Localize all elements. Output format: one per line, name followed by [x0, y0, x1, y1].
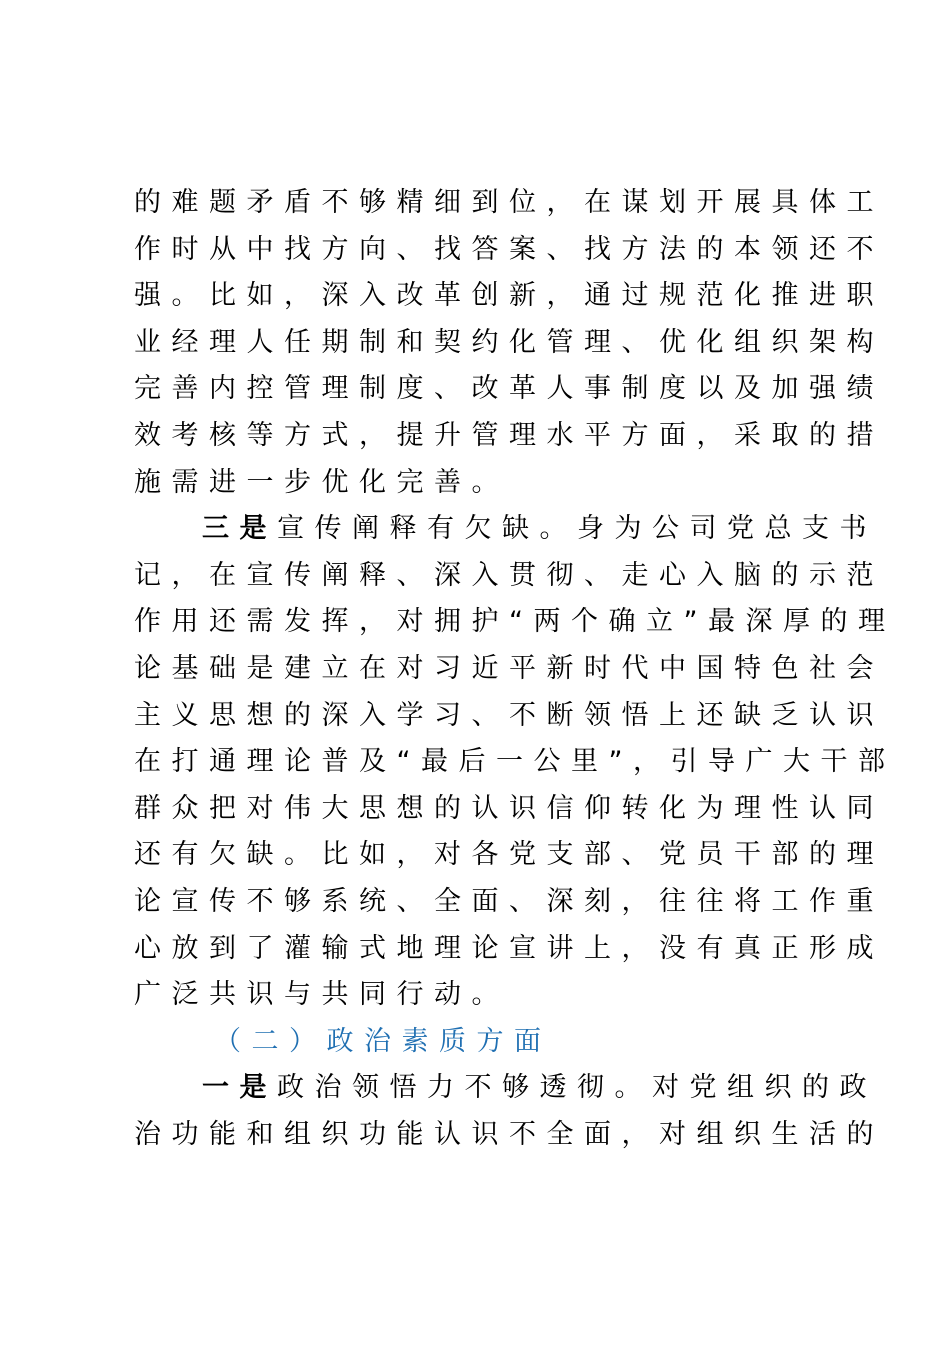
paragraph-line: 心放到了灌输式地理论宣讲上，没有真正形成: [134, 932, 884, 964]
paragraph-line: 在打通理论普及“最后一公里”，引导广大干部: [134, 746, 896, 778]
paragraph-first-line: [134, 506, 877, 553]
paragraph-line: 广泛共识与共同行动。: [134, 979, 509, 1011]
paragraph-lead: 三是: [202, 513, 277, 545]
paragraph-lead: 一是: [202, 1072, 277, 1104]
paragraph-line: 的难题矛盾不够精细到位，在谋划开展具体工: [134, 187, 884, 218]
paragraph-line-rest: 宣传阐释有欠缺。身为公司党总支书: [277, 513, 877, 545]
paragraph-line: 强。比如，深入改革创新，通过规范化推进职: [134, 280, 884, 312]
paragraph-line-rest: 政治领悟力不够透彻。对党组织的政: [277, 1072, 877, 1104]
paragraph-line: 还有欠缺。比如，对各党支部、党员干部的理: [134, 839, 884, 871]
paragraph-line: 业经理人任期制和契约化管理、优化组织架构: [134, 326, 884, 358]
paragraph-line: 群众把对伟大思想的认识信仰转化为理性认同: [134, 792, 884, 824]
paragraph-first-line: [134, 1065, 877, 1112]
paragraph-line: 主义思想的深入学习、不断领悟上还缺乏认识: [134, 699, 884, 731]
paragraph-line: 论宣传不够系统、全面、深刻，往往将工作重: [134, 885, 884, 917]
paragraph-line: 作用还需发挥，对拥护“两个确立”最深厚的理: [134, 606, 896, 638]
paragraph-line: 记，在宣传阐释、深入贯彻、走心入脑的示范: [134, 559, 884, 591]
paragraph-line: 论基础是建立在对习近平新时代中国特色社会: [134, 652, 884, 684]
section-heading: （二）政治素质方面: [214, 1025, 552, 1057]
paragraph-line: 治功能和组织功能认识不全面，对组织生活的: [134, 1118, 884, 1150]
paragraph-line: 效考核等方式，提升管理水平方面，采取的措: [134, 419, 884, 451]
paragraph-line: 施需进一步优化完善。: [134, 466, 509, 498]
paragraph-line: 完善内控管理制度、改革人事制度以及加强绩: [134, 373, 884, 405]
paragraph-line: 作时从中找方向、找答案、找方法的本领还不: [134, 233, 884, 265]
document-body: [134, 180, 896, 1158]
